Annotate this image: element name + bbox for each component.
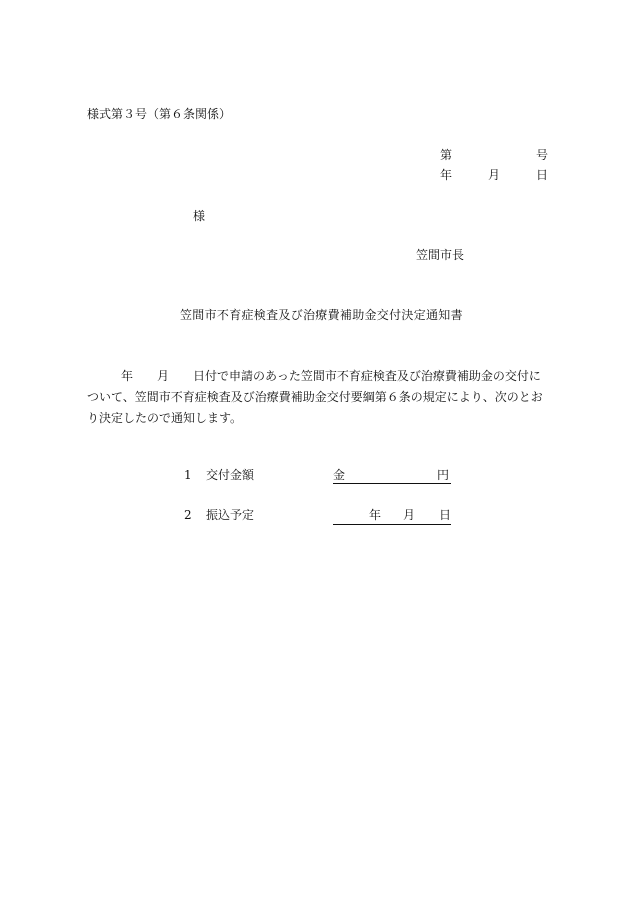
form-number: 様式第３号（第６条関係） (87, 107, 232, 121)
issuer-name: 笠間市長 (416, 248, 465, 262)
body-year-label: 年 (121, 369, 134, 383)
body-month-label: 月 (157, 369, 170, 383)
grant-amount-prefix: 金 (333, 468, 346, 482)
body-text: 日付で申請のあった笠間市不育症検査及び治療費補助金の交付について、笠間市不育症検査及び治療費補助金交付要綱第６条の規定により、次のとおり決定したので通知します。 (87, 369, 543, 425)
transfer-day-label: 日 (439, 508, 452, 522)
date-year-label: 年 (440, 168, 453, 182)
date-day-label: 日 (536, 168, 549, 182)
grant-amount-field (333, 469, 451, 484)
addressee-honorific: 様 (193, 209, 206, 223)
document-number-suffix: 号 (536, 148, 549, 162)
grant-amount-unit: 円 (436, 468, 449, 482)
item-1-number: 1 (184, 468, 192, 482)
transfer-date-field (333, 509, 451, 525)
body-paragraph (87, 366, 547, 429)
item-2-number: 2 (184, 508, 192, 522)
transfer-month-label: 月 (403, 508, 416, 522)
item-1-label: 交付金額 (206, 468, 255, 482)
transfer-year-label: 年 (369, 508, 382, 522)
document-title: 笠間市不育症検査及び治療費補助金交付決定通知書 (180, 308, 463, 322)
date-month-label: 月 (488, 168, 501, 182)
item-2-label: 振込予定 (206, 508, 255, 522)
document-number-prefix: 第 (440, 148, 453, 162)
